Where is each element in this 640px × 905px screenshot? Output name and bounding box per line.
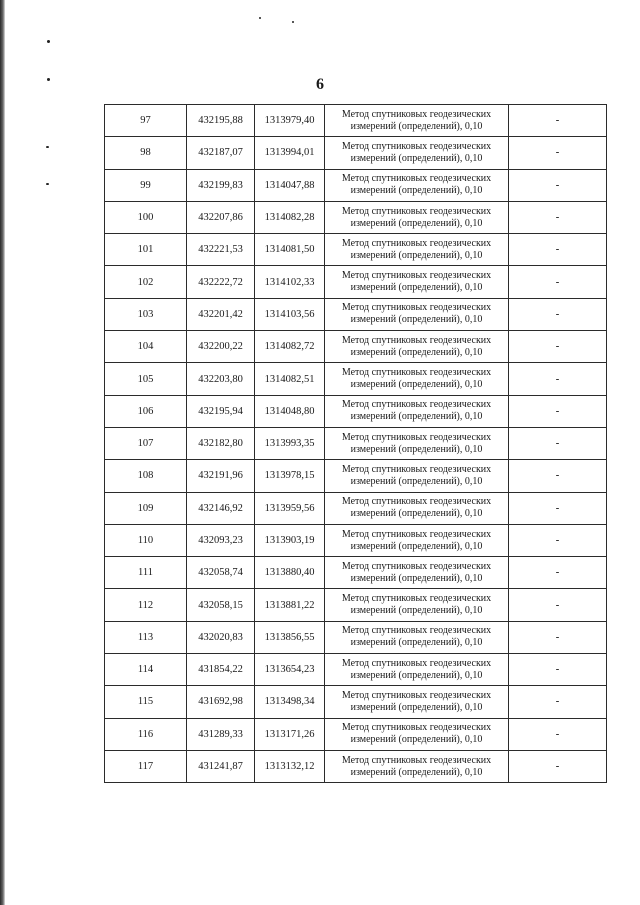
method-cell-line-1: Метод спутниковых геодезических [341, 463, 492, 475]
table-row [105, 750, 607, 782]
y-coordinate-cell: 1314082,51 [255, 363, 325, 395]
method-cell-line-2: измерений (определений), 0,10 [350, 152, 483, 164]
note-cell: - [509, 654, 607, 686]
method-cell-line-1: Метод спутниковых геодезических [341, 722, 492, 734]
y-coordinate-cell: 1313881,22 [255, 589, 325, 621]
method-cell [325, 201, 509, 233]
y-coordinate-cell: 1313132,12 [255, 750, 325, 782]
note-cell: - [509, 718, 607, 750]
point-number-cell: 98 [105, 137, 187, 169]
y-coordinate-cell: 1314082,28 [255, 201, 325, 233]
method-cell [325, 234, 509, 266]
method-cell-line-2: измерений (определений), 0,10 [350, 379, 483, 391]
x-coordinate-cell: 432207,86 [187, 201, 255, 233]
table-row [105, 363, 607, 395]
method-cell [325, 654, 509, 686]
note-cell: - [509, 686, 607, 718]
scan-speck [292, 21, 294, 23]
method-cell [325, 363, 509, 395]
coordinates-table-body [105, 105, 607, 783]
point-number-cell: 109 [105, 492, 187, 524]
x-coordinate-cell: 432222,72 [187, 266, 255, 298]
method-cell-line-2: измерений (определений), 0,10 [350, 443, 483, 455]
y-coordinate-cell: 1313903,19 [255, 524, 325, 556]
x-coordinate-cell: 431692,98 [187, 686, 255, 718]
table-row [105, 169, 607, 201]
method-cell-line-1: Метод спутниковых геодезических [341, 140, 492, 152]
x-coordinate-cell: 432058,15 [187, 589, 255, 621]
method-cell [325, 557, 509, 589]
method-cell-line-2: измерений (определений), 0,10 [350, 217, 483, 229]
table-row [105, 524, 607, 556]
method-cell-line-2: измерений (определений), 0,10 [350, 605, 483, 617]
method-cell-line-1: Метод спутниковых геодезических [341, 560, 492, 572]
scan-speck [259, 17, 261, 19]
method-cell [325, 266, 509, 298]
note-cell: - [509, 460, 607, 492]
x-coordinate-cell: 432146,92 [187, 492, 255, 524]
method-cell [325, 105, 509, 137]
y-coordinate-cell: 1313978,15 [255, 460, 325, 492]
scan-speck [47, 40, 50, 43]
note-cell: - [509, 427, 607, 459]
x-coordinate-cell: 432199,83 [187, 169, 255, 201]
table-row [105, 395, 607, 427]
x-coordinate-cell: 431241,87 [187, 750, 255, 782]
note-cell: - [509, 169, 607, 201]
method-cell-line-2: измерений (определений), 0,10 [350, 411, 483, 423]
scan-speck [46, 183, 49, 185]
method-cell-line-2: измерений (определений), 0,10 [350, 540, 483, 552]
x-coordinate-cell: 432020,83 [187, 621, 255, 653]
method-cell [325, 524, 509, 556]
x-coordinate-cell: 432093,23 [187, 524, 255, 556]
note-cell: - [509, 589, 607, 621]
table-row [105, 331, 607, 363]
method-cell-line-1: Метод спутниковых геодезических [341, 496, 492, 508]
table-row [105, 427, 607, 459]
y-coordinate-cell: 1313959,56 [255, 492, 325, 524]
point-number-cell: 111 [105, 557, 187, 589]
point-number-cell: 101 [105, 234, 187, 266]
method-cell-line-2: измерений (определений), 0,10 [350, 572, 483, 584]
table-row [105, 718, 607, 750]
scan-left-edge [0, 0, 5, 905]
point-number-cell: 103 [105, 298, 187, 330]
note-cell: - [509, 105, 607, 137]
method-cell-line-1: Метод спутниковых геодезических [341, 334, 492, 346]
y-coordinate-cell: 1313171,26 [255, 718, 325, 750]
method-cell-line-1: Метод спутниковых геодезических [341, 754, 492, 766]
point-number-cell: 108 [105, 460, 187, 492]
method-cell [325, 686, 509, 718]
method-cell [325, 169, 509, 201]
method-cell-line-2: измерений (определений), 0,10 [350, 637, 483, 649]
point-number-cell: 104 [105, 331, 187, 363]
table-row [105, 234, 607, 266]
method-cell-line-1: Метод спутниковых геодезических [341, 689, 492, 701]
method-cell-line-2: измерений (определений), 0,10 [350, 314, 483, 326]
x-coordinate-cell: 432200,22 [187, 331, 255, 363]
method-cell-line-1: Метод спутниковых геодезических [341, 302, 492, 314]
point-number-cell: 113 [105, 621, 187, 653]
table-row [105, 492, 607, 524]
note-cell: - [509, 234, 607, 266]
method-cell-line-2: измерений (определений), 0,10 [350, 475, 483, 487]
method-cell-line-2: измерений (определений), 0,10 [350, 249, 483, 261]
method-cell-line-2: измерений (определений), 0,10 [350, 346, 483, 358]
method-cell-line-1: Метод спутниковых геодезических [341, 593, 492, 605]
method-cell [325, 137, 509, 169]
point-number-cell: 114 [105, 654, 187, 686]
point-number-cell: 116 [105, 718, 187, 750]
point-number-cell: 115 [105, 686, 187, 718]
method-cell-line-2: измерений (определений), 0,10 [350, 701, 483, 713]
y-coordinate-cell: 1314081,50 [255, 234, 325, 266]
x-coordinate-cell: 432182,80 [187, 427, 255, 459]
method-cell-line-2: измерений (определений), 0,10 [350, 734, 483, 746]
method-cell [325, 589, 509, 621]
table-row [105, 654, 607, 686]
table-row [105, 686, 607, 718]
method-cell [325, 331, 509, 363]
method-cell-line-2: измерений (определений), 0,10 [350, 766, 483, 778]
page-number: 6 [316, 76, 324, 93]
point-number-cell: 106 [105, 395, 187, 427]
note-cell: - [509, 298, 607, 330]
point-number-cell: 100 [105, 201, 187, 233]
method-cell-line-1: Метод спутниковых геодезических [341, 270, 492, 282]
x-coordinate-cell: 432195,88 [187, 105, 255, 137]
table-row [105, 266, 607, 298]
method-cell-line-2: измерений (определений), 0,10 [350, 185, 483, 197]
y-coordinate-cell: 1313654,23 [255, 654, 325, 686]
note-cell: - [509, 201, 607, 233]
method-cell-line-2: измерений (определений), 0,10 [350, 120, 483, 132]
table-row [105, 621, 607, 653]
point-number-cell: 117 [105, 750, 187, 782]
method-cell-line-2: измерений (определений), 0,10 [350, 282, 483, 294]
table-row [105, 298, 607, 330]
y-coordinate-cell: 1313880,40 [255, 557, 325, 589]
x-coordinate-cell: 432221,53 [187, 234, 255, 266]
method-cell-line-1: Метод спутниковых геодезических [341, 625, 492, 637]
x-coordinate-cell: 432187,07 [187, 137, 255, 169]
note-cell: - [509, 363, 607, 395]
y-coordinate-cell: 1314102,33 [255, 266, 325, 298]
coordinates-table [104, 104, 607, 783]
x-coordinate-cell: 432203,80 [187, 363, 255, 395]
table-row [105, 589, 607, 621]
y-coordinate-cell: 1314047,88 [255, 169, 325, 201]
method-cell-line-1: Метод спутниковых геодезических [341, 399, 492, 411]
note-cell: - [509, 331, 607, 363]
method-cell-line-1: Метод спутниковых геодезических [341, 173, 492, 185]
method-cell [325, 460, 509, 492]
method-cell-line-1: Метод спутниковых геодезических [341, 431, 492, 443]
point-number-cell: 107 [105, 427, 187, 459]
table-row [105, 557, 607, 589]
point-number-cell: 105 [105, 363, 187, 395]
point-number-cell: 112 [105, 589, 187, 621]
y-coordinate-cell: 1313993,35 [255, 427, 325, 459]
point-number-cell: 110 [105, 524, 187, 556]
method-cell [325, 427, 509, 459]
method-cell-line-2: измерений (определений), 0,10 [350, 669, 483, 681]
y-coordinate-cell: 1314103,56 [255, 298, 325, 330]
y-coordinate-cell: 1314048,80 [255, 395, 325, 427]
table-row [105, 201, 607, 233]
method-cell [325, 718, 509, 750]
note-cell: - [509, 492, 607, 524]
x-coordinate-cell: 432191,96 [187, 460, 255, 492]
x-coordinate-cell: 432058,74 [187, 557, 255, 589]
table-row [105, 105, 607, 137]
note-cell: - [509, 621, 607, 653]
method-cell-line-1: Метод спутниковых геодезических [341, 657, 492, 669]
method-cell [325, 621, 509, 653]
x-coordinate-cell: 431289,33 [187, 718, 255, 750]
note-cell: - [509, 524, 607, 556]
scan-speck [46, 146, 49, 148]
method-cell-line-1: Метод спутниковых геодезических [341, 237, 492, 249]
note-cell: - [509, 395, 607, 427]
point-number-cell: 102 [105, 266, 187, 298]
table-row [105, 460, 607, 492]
point-number-cell: 97 [105, 105, 187, 137]
note-cell: - [509, 137, 607, 169]
y-coordinate-cell: 1313994,01 [255, 137, 325, 169]
point-number-cell: 99 [105, 169, 187, 201]
method-cell-line-1: Метод спутниковых геодезических [341, 205, 492, 217]
method-cell [325, 298, 509, 330]
method-cell [325, 395, 509, 427]
y-coordinate-cell: 1314082,72 [255, 331, 325, 363]
x-coordinate-cell: 432201,42 [187, 298, 255, 330]
y-coordinate-cell: 1313498,34 [255, 686, 325, 718]
x-coordinate-cell: 432195,94 [187, 395, 255, 427]
x-coordinate-cell: 431854,22 [187, 654, 255, 686]
note-cell: - [509, 266, 607, 298]
method-cell [325, 750, 509, 782]
y-coordinate-cell: 1313979,40 [255, 105, 325, 137]
method-cell-line-1: Метод спутниковых геодезических [341, 367, 492, 379]
table-row [105, 137, 607, 169]
method-cell-line-2: измерений (определений), 0,10 [350, 508, 483, 520]
method-cell-line-1: Метод спутниковых геодезических [341, 528, 492, 540]
method-cell-line-1: Метод спутниковых геодезических [341, 108, 492, 120]
note-cell: - [509, 750, 607, 782]
note-cell: - [509, 557, 607, 589]
y-coordinate-cell: 1313856,55 [255, 621, 325, 653]
method-cell [325, 492, 509, 524]
